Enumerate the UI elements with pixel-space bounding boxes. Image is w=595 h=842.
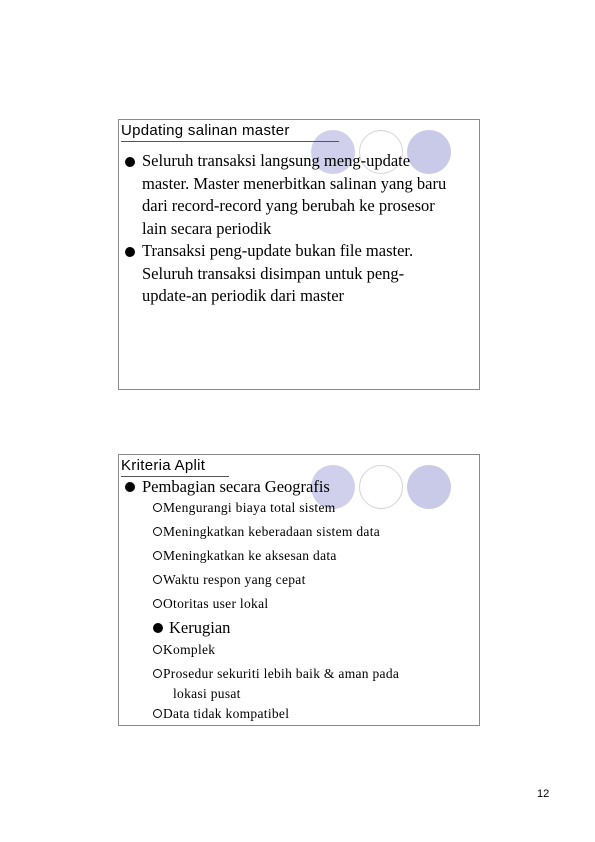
list-item: Meningkatkan ke aksesan data (153, 546, 453, 566)
page-number: 12 (537, 788, 550, 800)
bullet-item (125, 240, 449, 308)
main-bullet (125, 477, 330, 497)
bullet-dot-icon (153, 623, 163, 633)
list-item: Prosedur sekuriti lebih baik & aman pada lokasi pusat (153, 664, 453, 704)
hollow-bullet-icon (153, 503, 162, 512)
slide-title: Updating salinan master (121, 122, 290, 139)
hollow-bullet-icon (153, 575, 162, 584)
list-item: Otoritas user lokal (153, 594, 453, 614)
bullet-dot-icon (125, 482, 135, 492)
bullet-dot-icon (125, 247, 135, 257)
main-bullet-text: Pembagian secara Geografis (142, 477, 330, 496)
bullet-text: Transaksi peng-update bukan file master. Seluruh transaksi disimpan untuk peng-update-an periodik dari master (142, 241, 414, 305)
hollow-bullet-icon (153, 709, 162, 718)
title-underline (121, 141, 339, 142)
slide-kriteria-aplit (118, 454, 480, 726)
bullet-item (125, 150, 449, 240)
hollow-bullet-icon (153, 599, 162, 608)
list-item: Mengurangi biaya total sistem (153, 498, 453, 518)
list-item: Komplek (153, 640, 453, 660)
slide-title: Kriteria Aplit (121, 457, 206, 474)
hollow-bullet-icon (153, 669, 162, 678)
list-item: Meningkatkan keberadaan sistem data (153, 522, 453, 542)
bullet-text: Seluruh transaksi langsung meng-update master. Master menerbitkan salinan yang baru dari record-record yang berubah ke prosesor lain secara periodik (142, 151, 447, 238)
slide-updating-salinan-master (118, 119, 480, 390)
advantages-list (153, 498, 453, 614)
disadvantages-heading: Kerugian (153, 618, 230, 638)
disadvantages-list (153, 640, 453, 724)
list-item: Data tidak kompatibel (153, 704, 453, 724)
hollow-bullet-icon (153, 645, 162, 654)
bullet-list (125, 150, 449, 308)
list-item-continuation: lokasi pusat (173, 686, 241, 701)
hollow-bullet-icon (153, 527, 162, 536)
list-item: Waktu respon yang cepat (153, 570, 453, 590)
bullet-dot-icon (125, 157, 135, 167)
hollow-bullet-icon (153, 551, 162, 560)
